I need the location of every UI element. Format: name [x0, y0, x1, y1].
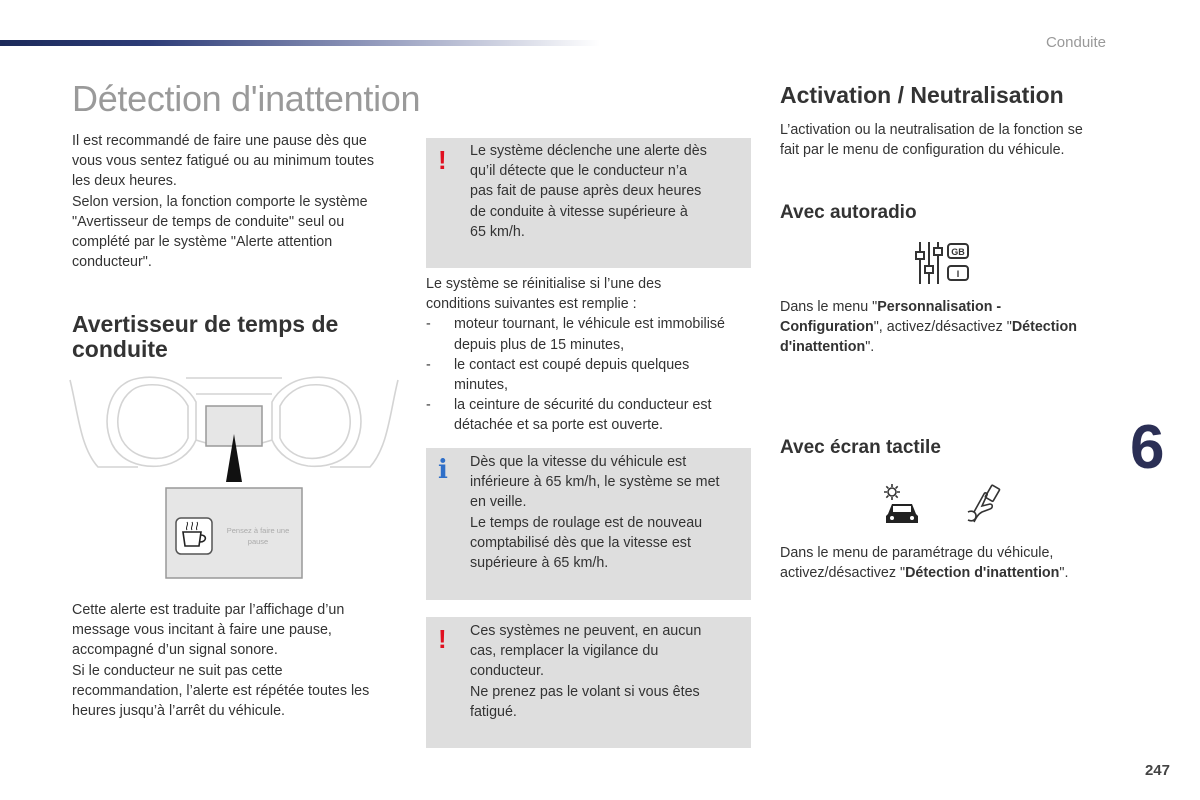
text-line: accompagné d’un signal sonore. — [72, 642, 278, 659]
text-line — [780, 337, 1120, 357]
settings-sliders-icon — [914, 240, 972, 286]
list-item — [426, 395, 756, 435]
language-label: GB — [951, 247, 965, 257]
heading-autoradio: Avec autoradio — [780, 202, 917, 223]
text-line: les deux heures. — [72, 173, 177, 190]
display-message-line: pause — [247, 537, 269, 546]
function-name: d'inattention — [780, 339, 866, 356]
info-icon: i — [438, 455, 448, 485]
activation-paragraph — [780, 120, 1120, 160]
touch-hand-icon — [962, 482, 1006, 526]
text-line: pas fait de pause après deux heures — [470, 183, 702, 200]
coffee-cup-icon — [176, 518, 212, 554]
text-line: qu’il détecte que le conducteur n’a — [470, 163, 687, 180]
text-line: depuis plus de 15 minutes, — [454, 336, 625, 353]
heading-touchscreen: Avec écran tactile — [780, 437, 941, 458]
text-run: ", activez/désactivez " — [873, 319, 1012, 336]
bullet-dash: - — [426, 356, 431, 373]
warning-box-alert-trigger — [426, 138, 751, 268]
section-header: Conduite — [1045, 34, 1106, 51]
text-line: supérieure à 65 km/h. — [470, 555, 609, 572]
text-line: vous vous sentez fatigué ou au minimum toutes — [72, 153, 374, 170]
chapter-number: 6 — [1130, 413, 1165, 482]
instrument-cluster-illustration — [68, 372, 400, 582]
warning-text — [470, 141, 742, 242]
text-line: comptabilisé dès que la vitesse est — [470, 534, 691, 551]
text-line: conducteur". — [72, 254, 152, 271]
hand-outline — [968, 485, 1000, 522]
text-line: cas, remplacer la vigilance du — [470, 643, 659, 660]
text-line: message vous incitant à faire une pause, — [72, 622, 332, 639]
warning-icon: ! — [438, 145, 447, 175]
text-run: ". — [865, 339, 875, 356]
list-item — [426, 314, 756, 354]
autoradio-instructions — [780, 297, 1120, 358]
heading-line: conduite — [72, 336, 168, 362]
text-line: fatigué. — [470, 703, 517, 720]
text-line: 65 km/h. — [470, 223, 525, 240]
alert-description — [72, 600, 412, 721]
text-line: heures jusqu’à l’arrêt du véhicule. — [72, 703, 285, 720]
info-text — [470, 452, 742, 573]
text-line: complété par le système "Alerte attention — [72, 234, 333, 251]
function-name: Détection — [1011, 319, 1077, 336]
text-line: de conduite à vitesse supérieure à — [470, 203, 688, 220]
text-line: détachée et sa porte est ouverte. — [454, 417, 664, 434]
text-line: recommandation, l’alerte est répétée toutes les — [72, 682, 370, 699]
menu-name: Configuration — [780, 319, 874, 336]
text-line: inférieure à 65 km/h, le système se met — [470, 474, 720, 491]
text-line: conducteur. — [470, 663, 544, 680]
conditions-list — [426, 314, 756, 435]
car-headlight — [890, 516, 894, 520]
gear-icon — [884, 484, 900, 500]
vehicle-settings-icon — [880, 482, 924, 526]
text-run: Dans le menu " — [780, 299, 878, 315]
text-line: Le temps de roulage est de nouveau — [470, 514, 703, 531]
text-line — [780, 297, 1120, 317]
bullet-dash: - — [426, 397, 431, 414]
heading-activation: Activation / Neutralisation — [780, 82, 1064, 108]
text-line: fait par le menu de configuration du véhicule. — [780, 142, 1065, 159]
text-line: Ces systèmes ne peuvent, en aucun — [470, 623, 702, 639]
heading-line: Avertisseur de temps de — [72, 311, 339, 337]
touchscreen-instructions — [780, 543, 1120, 583]
text-line: conditions suivantes est remplie : — [426, 296, 637, 313]
reset-conditions — [426, 274, 756, 436]
text-line: le contact est coupé depuis quelques — [454, 356, 690, 373]
text-line: Il est recommandé de faire une pause dès que — [72, 133, 367, 149]
text-line — [780, 563, 1120, 583]
text-line: Le système déclenche une alerte dès — [470, 143, 707, 159]
warning-icon: ! — [438, 624, 447, 654]
page-number: 247 — [1144, 762, 1170, 779]
text-line: Selon version, la fonction comporte le système — [72, 193, 368, 210]
car-headlight — [910, 516, 914, 520]
text-line: Cette alerte est traduite par l’affichage d’un — [72, 602, 345, 618]
text-line: minutes, — [454, 377, 509, 394]
list-item — [426, 355, 756, 395]
warning-box-vigilance — [426, 617, 751, 748]
text-run: activez/désactivez " — [780, 565, 906, 582]
function-name: Détection d'inattention — [905, 565, 1060, 582]
page-title: Détection d'inattention — [72, 78, 421, 119]
text-line: Si le conducteur ne suit pas cette — [72, 662, 283, 679]
car-windshield — [893, 506, 911, 512]
heading-driving-time-alert — [72, 312, 338, 362]
text-line: moteur tournant, le véhicule est immobilisé — [454, 316, 725, 333]
text-line: la ceinture de sécurité du conducteur est — [454, 397, 712, 414]
intro-paragraph — [72, 131, 412, 272]
text-line — [780, 317, 1120, 337]
text-line: L’activation ou la neutralisation de la fonction se — [780, 122, 1083, 138]
text-line: "Avertisseur de temps de conduite" seul ou — [72, 213, 345, 230]
display-message-line: Pensez à faire une — [226, 526, 290, 535]
language-label: I — [956, 269, 960, 279]
text-run: ". — [1059, 565, 1069, 582]
menu-name: Personnalisation - — [877, 299, 1002, 315]
info-box-standby — [426, 448, 751, 600]
text-line: Dès que la vitesse du véhicule est — [470, 454, 687, 470]
text-line: Dans le menu de paramétrage du véhicule, — [780, 545, 1054, 561]
text-line: Le système se réinitialise si l’une des — [426, 276, 662, 292]
text-line: Ne prenez pas le volant si vous êtes — [470, 683, 700, 700]
header-gradient-bar — [0, 40, 600, 46]
bullet-dash: - — [426, 316, 431, 333]
text-line: en veille. — [470, 494, 527, 511]
warning-text — [470, 621, 742, 722]
